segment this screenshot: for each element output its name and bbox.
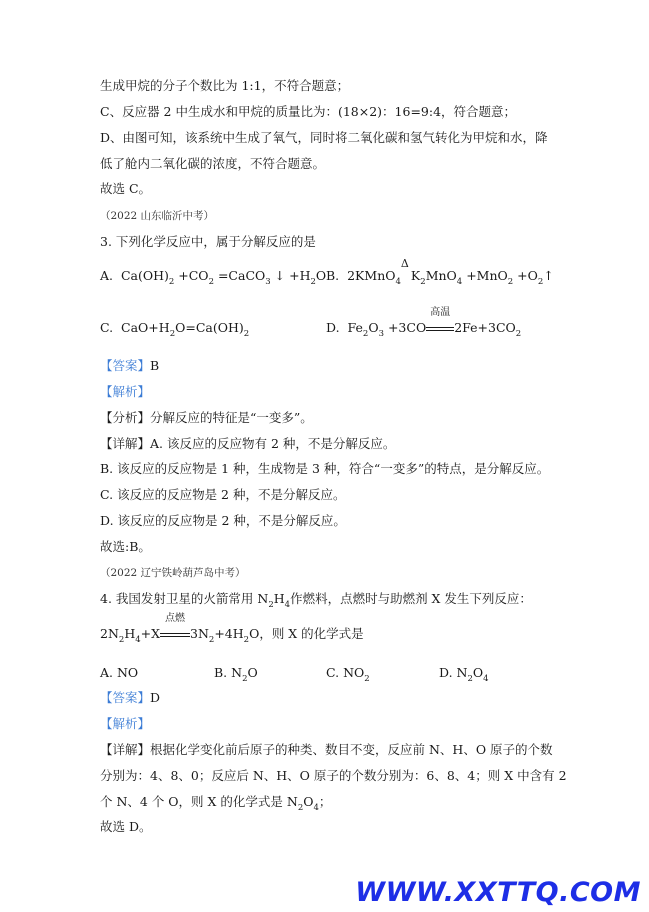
source-note: （2022 辽宁铁岭葫芦岛中考） [100,567,246,579]
source-note: （2022 山东临沂中考） [100,210,215,222]
detail-line: 个 N、4 个 O，则 X 的化学式是 $N_2O_4$； [100,794,332,813]
analysis-3-tag: 【解析】 [100,384,151,399]
detail-line: C. 该反应的反应物是 2 种，不是分解反应。 [100,487,346,502]
option-3d: D. $Fe_2O_3 +3CO$ 高温 $2Fe+3CO_2$ [326,307,522,339]
detail-line: 【详解】根据化学变化前后原子的种类、数目不变，反应前 N、H、O 原子的个数 [100,742,553,757]
text-line: C、反应器 2 中生成水和甲烷的质量比为：(18×2)：16=9:4，符合题意； [100,104,517,119]
option-4a: A. NO [100,665,139,680]
text-line: 故选:B。 [100,539,151,554]
analysis-line: 【分析】分解反应的特征是“一变多”。 [100,410,313,425]
watermark-logo: WWW.XXTTQ.COM [355,877,641,908]
answer-3: 【答案】B [100,358,160,373]
text-line: 故选 D。 [100,819,152,834]
answer-4: 【答案】D [100,690,161,705]
heat-condition: Δ [400,257,409,270]
option-3c: C. $CaO+H_2O=Ca(OH)_2$ [100,320,250,339]
ignite-condition: 点燃 [165,613,186,624]
text-line: 故选 C。 [100,181,152,196]
detail-line: D. 该反应的反应物是 2 种，不是分解反应。 [100,513,346,528]
analysis-4-tag: 【解析】 [100,716,151,731]
detail-line: B. 该反应的反应物是 1 种，生成物是 3 种，符合“一变多”的特点，是分解反应。 [100,461,550,476]
option-4c: C. $NO_2$ [326,665,370,684]
text-line: 低了舱内二氧化碳的浓度，不符合题意。 [100,156,326,171]
detail-line: 【详解】A. 该反应的反应物有 2 种，不是分解反应。 [100,436,396,451]
option-4b: B. $N_2O$ [214,665,258,684]
equation-4: $2N_2H_4+X$ 点燃 $3N_2+4H_2O$，则 X 的化学式是 [100,613,364,645]
high-temp-condition: 高温 [430,307,451,318]
question-4: 4. 我国发射卫星的火箭常用 $N_2H_4$作燃料，点燃时与助燃剂 X 发生下列反应： [100,591,532,610]
detail-line: 分别为：4、8、0；反应后 N、H、O 原子的个数分别为：6、8、4；则 X 中含有 2 [100,768,567,783]
option-4d: D. $N_2O_4$ [439,665,489,684]
text-line: D、由图可知，该系统中生成了氧气，同时将二氧化碳和氢气转化为甲烷和水，降 [100,130,548,145]
option-3a: A. $Ca(OH)_2 +CO_2$ =CaCO$_3$ ↓ $+H_2O$ [100,268,327,287]
option-3b: B. 2KMnO$_4$ Δ $K_2MnO_4 +MnO_2$ $+O_2↑$ [326,257,554,287]
text-line: 生成甲烷的分子个数比为 1:1，不符合题意； [100,78,350,93]
question-3: 3. 下列化学反应中，属于分解反应的是 [100,234,316,249]
